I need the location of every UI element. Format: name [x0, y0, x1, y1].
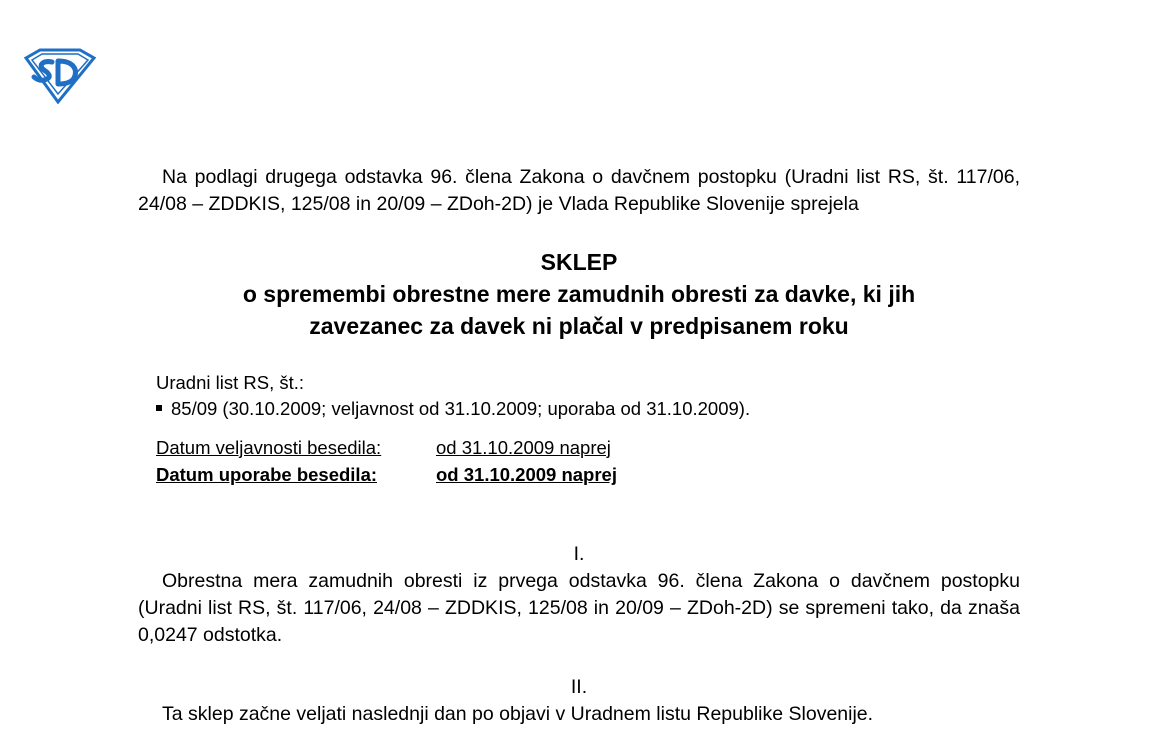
validity-date-row [156, 434, 1020, 461]
intro-paragraph: Na podlagi drugega odstavka 96. člena Zakona o davčnem postopku (Uradni list RS, št. 117/06, 24/08 – ZDDKIS, 125/08 in 20/09 – ZDoh-2D) je Vlada Republike Slovenije sprejela [138, 166, 1020, 215]
bullet-icon [156, 405, 162, 411]
use-date-row [156, 461, 1020, 488]
section-2-number: II. [570, 676, 588, 698]
document-page [138, 164, 1020, 728]
title-main: SKLEP [540, 249, 618, 275]
use-date-label: Datum uporabe besedila: [156, 464, 378, 485]
title-line-1: o spremembi obrestne mere zamudnih obresti za davke, ki jih [242, 281, 916, 307]
document-title [138, 246, 1020, 342]
text-dates [156, 434, 1020, 488]
gazette-entry-text: 85/09 (30.10.2009; veljavnost od 31.10.2009; uporaba od 31.10.2009). [171, 398, 751, 419]
gazette-label: Uradni list RS, št.: [156, 372, 305, 393]
gazette-info [156, 370, 1020, 422]
use-date-value: od 31.10.2009 naprej [436, 464, 617, 485]
gazette-entry [156, 396, 1020, 422]
section-1-text: Obrestna mera zamudnih obresti iz prvega odstavka 96. člena Zakona o davčnem postopku (Uradni list RS, št. 117/06, 24/08 – ZDDKIS, 125/08 in 20/09 – ZDoh-2D) se spremeni tako, da znaša 0,0247 odstotka. [138, 570, 1020, 646]
title-line-2: zavezanec za davek ni plačal v predpisanem roku [309, 313, 849, 339]
sd-logo-icon [22, 48, 96, 104]
validity-date-label: Datum veljavnosti besedila: [156, 437, 382, 458]
validity-date-value: od 31.10.2009 naprej [436, 437, 611, 458]
section-1-number: I. [573, 543, 585, 565]
section-2-text: Ta sklep začne veljati naslednji dan po objavi v Uradnem listu Republike Slovenije. [162, 703, 874, 725]
